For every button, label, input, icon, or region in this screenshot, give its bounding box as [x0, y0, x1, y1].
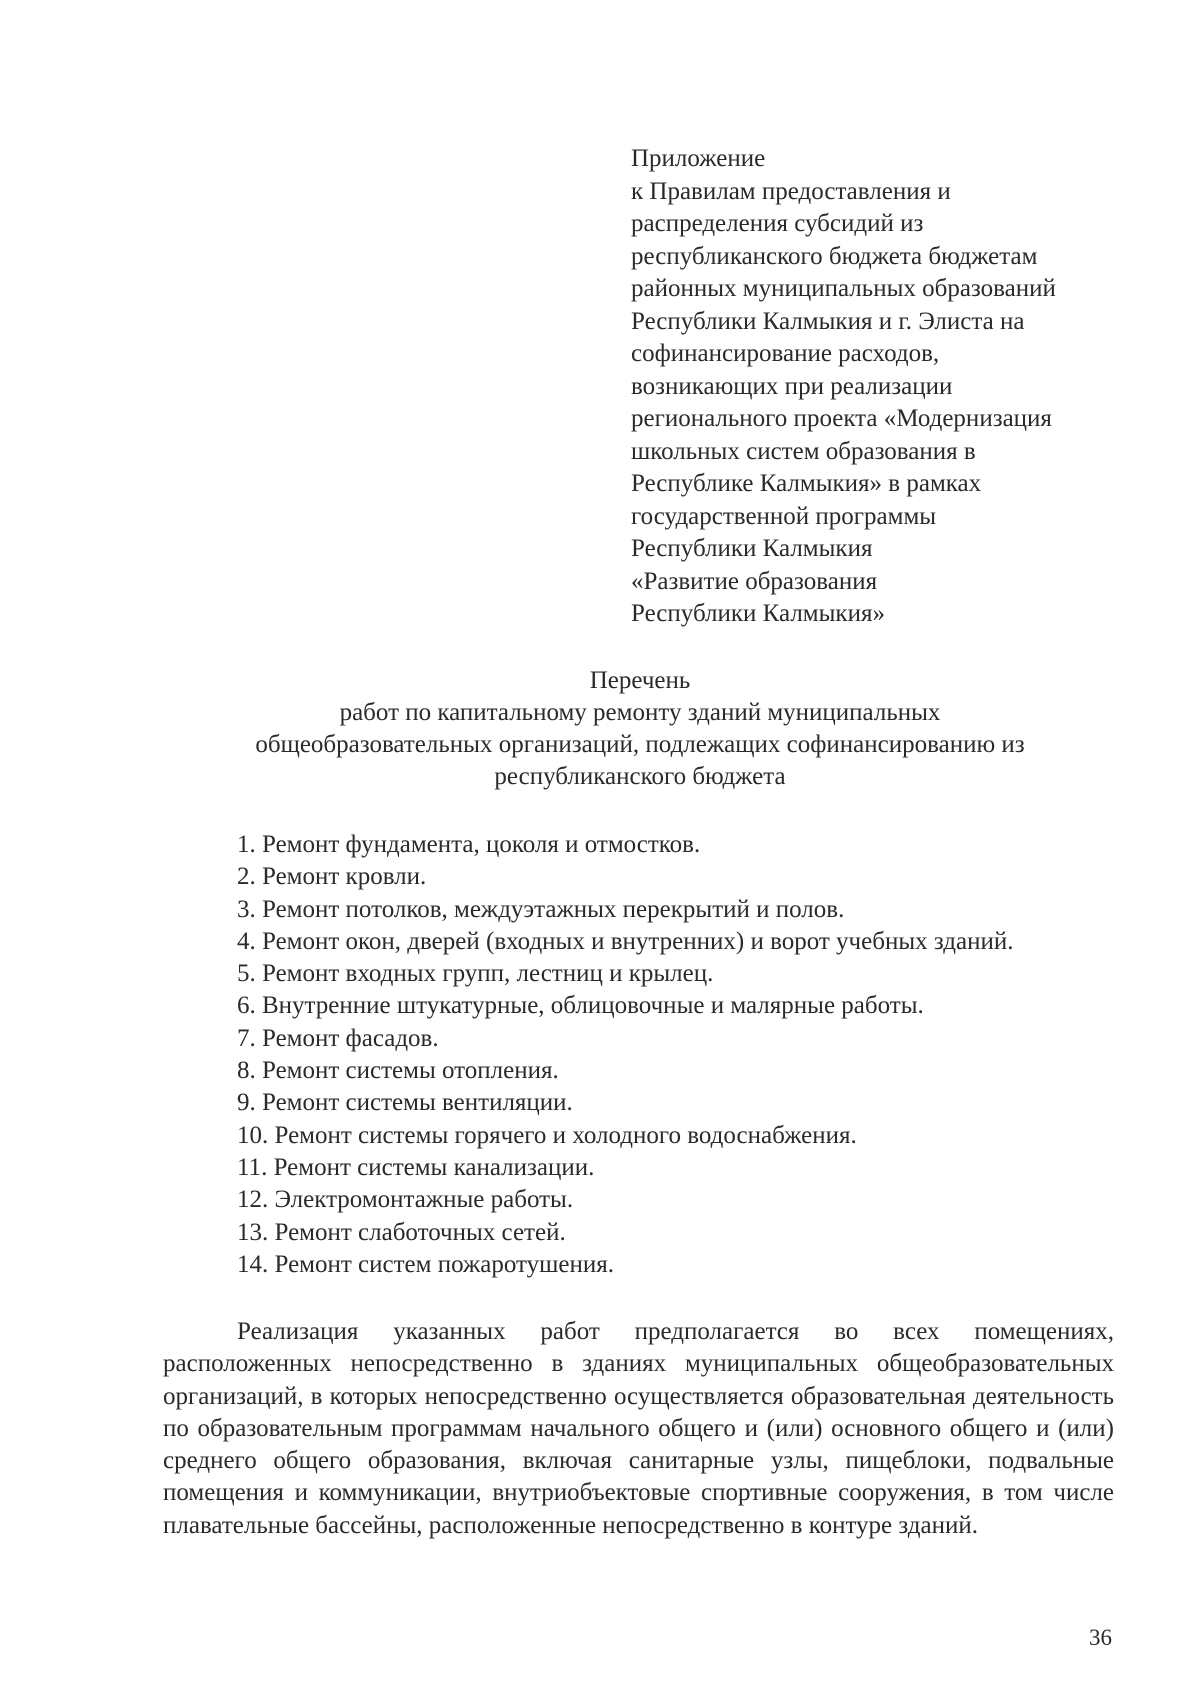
appendix-line: распределения субсидий из [631, 210, 924, 237]
appendix-line: к Правилам предоставления и [631, 177, 951, 205]
page-number: 36 [1089, 1625, 1112, 1650]
appendix-line: Республики Калмыкия» [631, 600, 885, 627]
appendix-line: Приложение [631, 145, 766, 172]
list-title [160, 665, 1120, 793]
appendix-line: Республики Калмыкия и г. Элиста на [631, 307, 1025, 335]
list-item: 3. Ремонт потолков, междуэтажных перекрытий и полов. [237, 895, 845, 923]
list-item: 2. Ремонт кровли. [237, 863, 427, 891]
list-item: 1. Ремонт фундамента, цоколя и отмостков. [237, 831, 701, 858]
appendix-line: районных муниципальных образований [631, 275, 1056, 302]
appendix-line: регионального проекта «Модернизация [631, 405, 1052, 432]
list-item: 10. Ремонт системы горячего и холодного водоснабжения. [237, 1121, 857, 1149]
list-item: 9. Ремонт системы вентиляции. [237, 1089, 573, 1117]
appendix-line: школьных систем образования в [631, 437, 976, 465]
list-item: 13. Ремонт слаботочных сетей. [237, 1218, 566, 1246]
works-list [163, 829, 1114, 1281]
list-heading: Перечень [589, 667, 691, 694]
implementation-paragraph: Реализация указанных работ предполагается во всех помещениях, расположенных непосредственно в зданиях муниципальных общеобразовательных организаций, в которых непосредственно осуществляется образовательная деятельность по образовательным программам начального общего и (или) основного общего и (или) среднего общего образования, включая санитарные узлы, пищеблоки, подвальные помещения и коммуникации, внутриобъектовые спортивные сооружения, в том числе плавательные бассейны, расположенные непосредственно в контуре зданий. [163, 1318, 1114, 1539]
list-item: 7. Ремонт фасадов. [237, 1024, 439, 1052]
list-item: 14. Ремонт систем пожаротушения. [237, 1250, 614, 1278]
appendix-line: софинансирование расходов, [631, 340, 940, 367]
list-item: 4. Ремонт окон, дверей (входных и внутренних) и ворот учебных зданий. [237, 927, 1014, 955]
appendix-header [631, 143, 1151, 631]
list-item: 8. Ремонт системы отопления. [237, 1057, 559, 1085]
list-subtitle-line: республиканского бюджета [494, 763, 786, 790]
appendix-line: возникающих при реализации [631, 372, 953, 400]
list-subtitle-line: общеобразовательных организаций, подлежащих софинансированию из [255, 731, 1025, 758]
list-item: 11. Ремонт системы канализации. [237, 1153, 595, 1181]
list-item: 12. Электромонтажные работы. [237, 1186, 574, 1214]
appendix-line: Республики Калмыкия [631, 535, 873, 562]
appendix-line: «Развитие образования [631, 567, 878, 595]
list-item: 6. Внутренние штукатурные, облицовочные и малярные работы. [237, 992, 924, 1020]
list-subtitle-line: работ по капитальному ремонту зданий муниципальных [339, 699, 941, 726]
appendix-line: Республике Калмыкия» в рамках [631, 470, 982, 497]
appendix-line: государственной программы [631, 502, 937, 530]
appendix-line: республиканского бюджета бюджетам [631, 242, 1038, 270]
list-item: 5. Ремонт входных групп, лестниц и крылец. [237, 960, 714, 988]
